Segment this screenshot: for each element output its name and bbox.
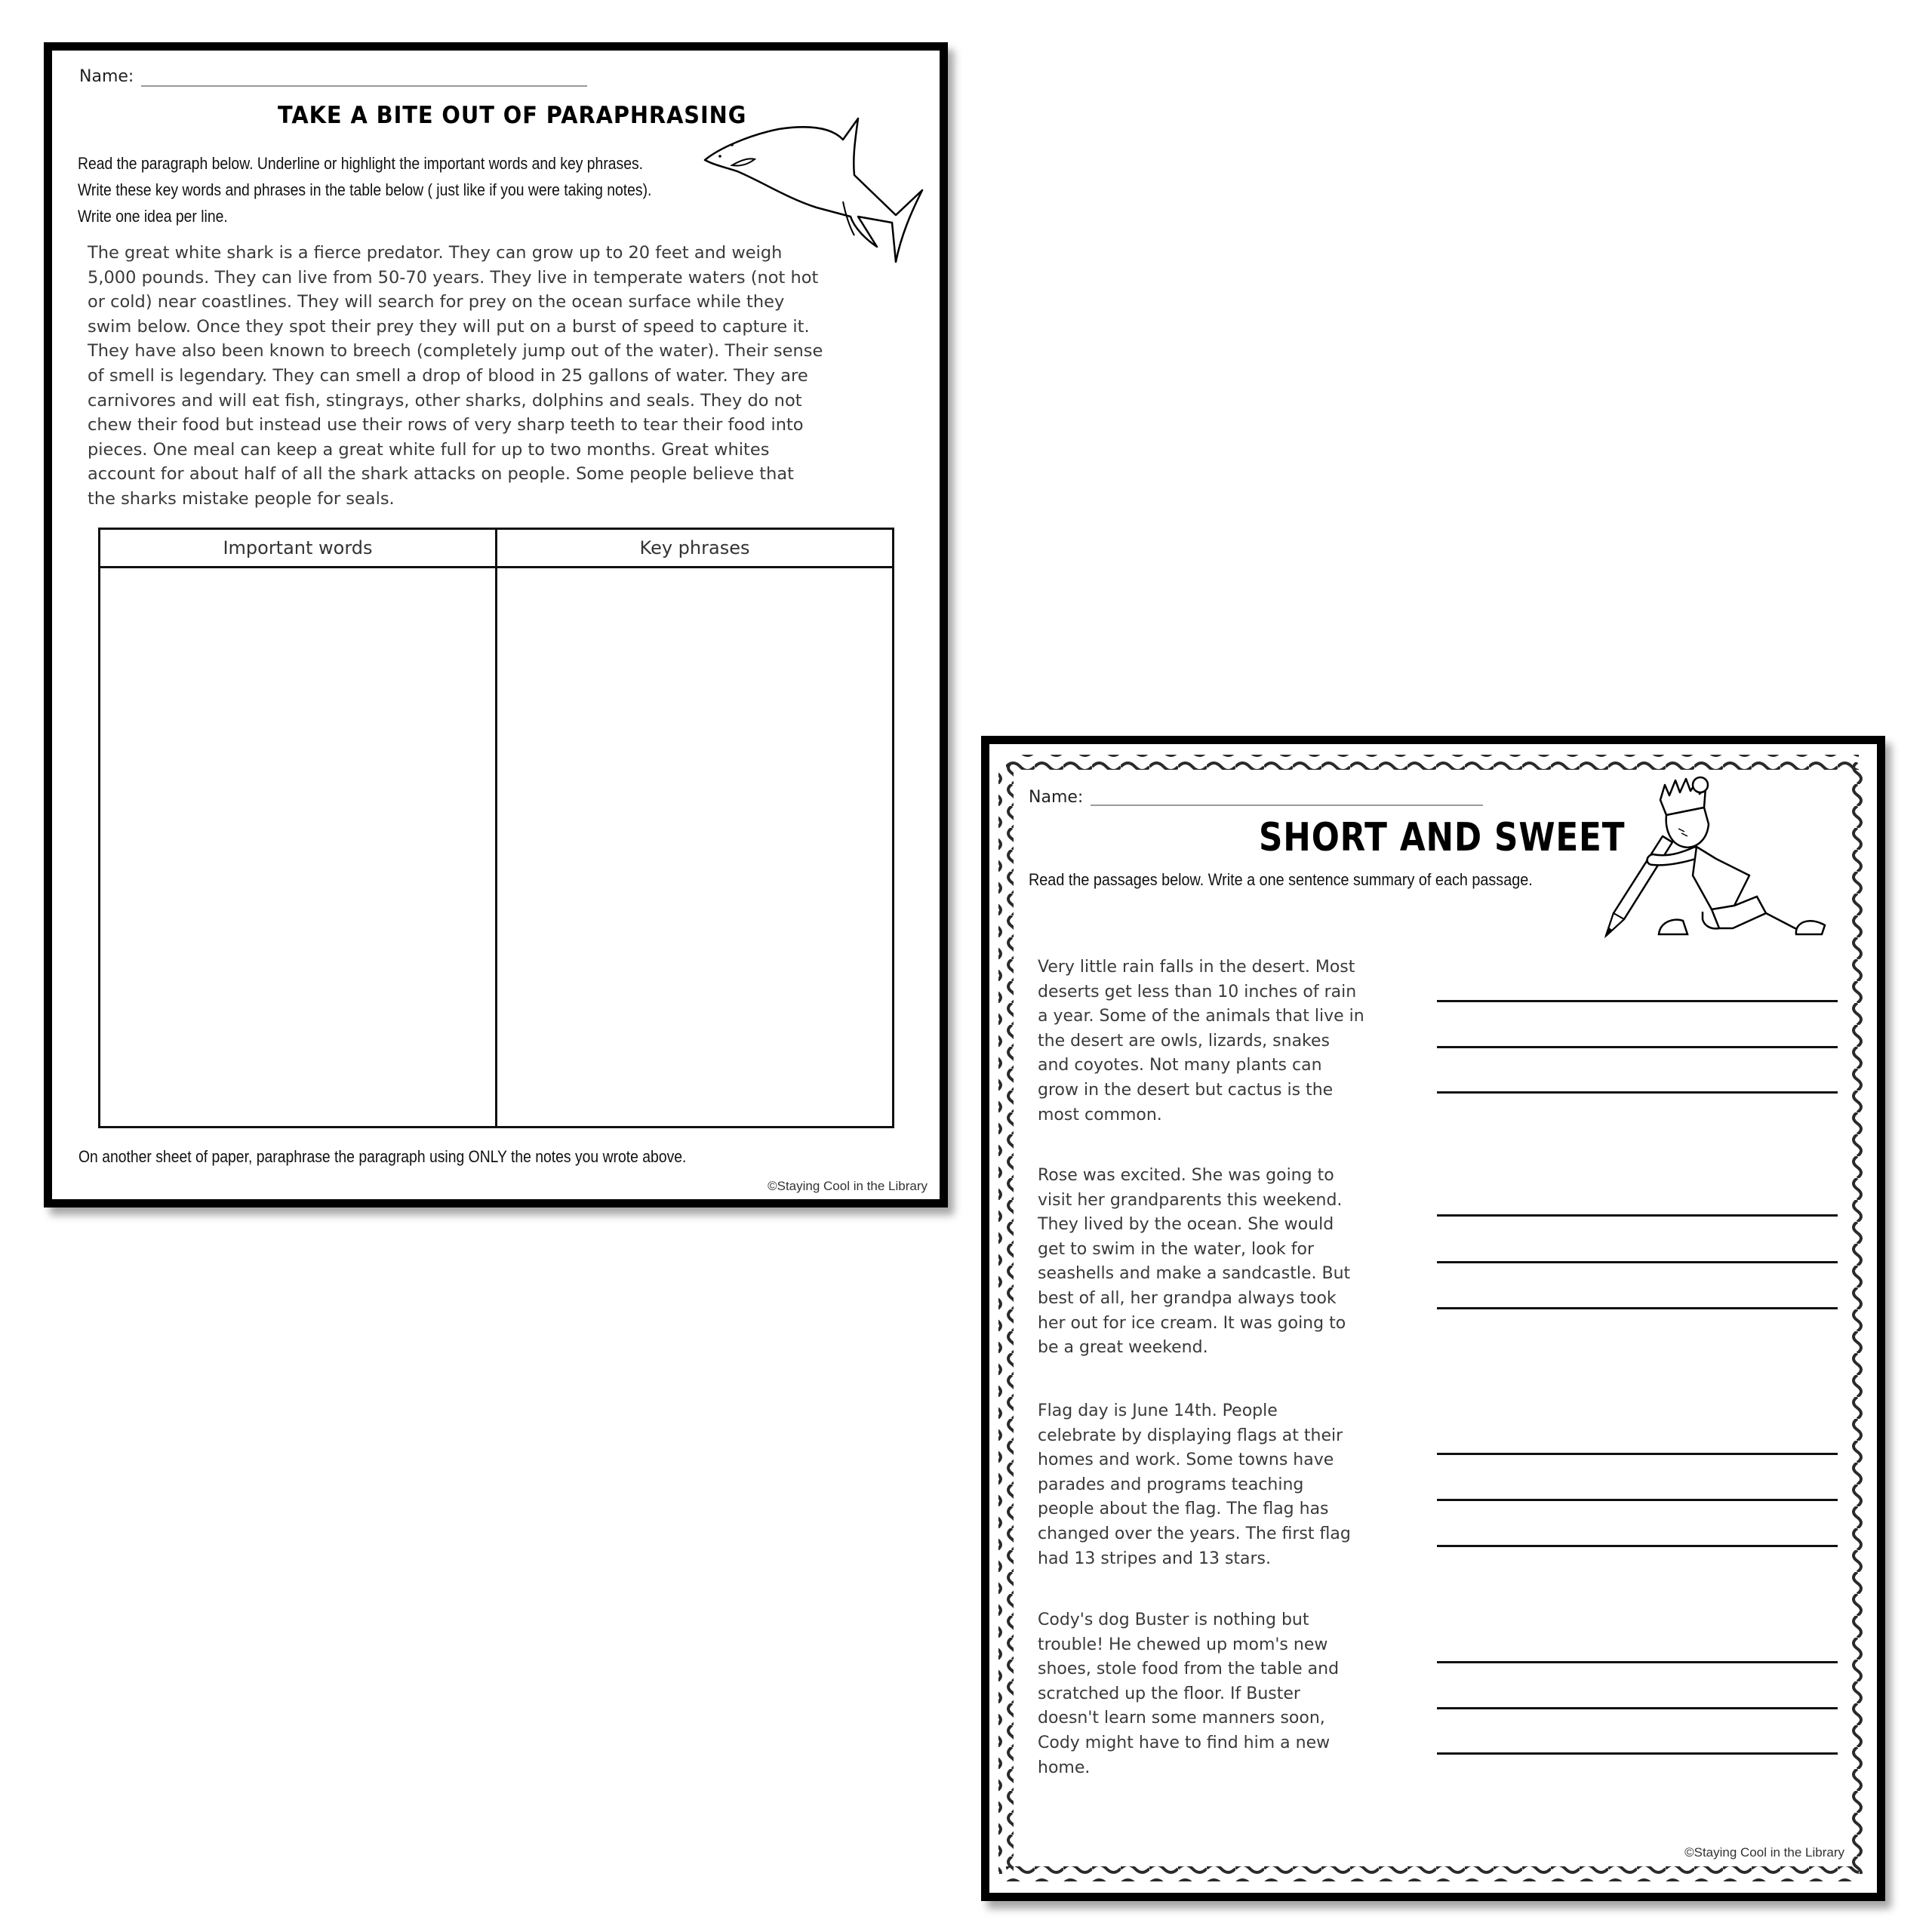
passage-line: people about the flag. The flag has bbox=[1038, 1500, 1329, 1519]
passage-line: deserts get less than 10 inches of rain bbox=[1038, 982, 1357, 1001]
paragraph-line: account for about half of all the shark attacks on people. Some people believe that bbox=[88, 464, 794, 485]
paragraph-line: swim below. Once they spot their prey they will put on a burst of speed to capture it. bbox=[88, 316, 810, 337]
paragraph-line: chew their food but instead use their rows of very sharp teeth to tear their food into bbox=[88, 415, 804, 435]
worksheet-paraphrasing bbox=[44, 42, 948, 1208]
column-header-key-phrases: Key phrases bbox=[497, 529, 894, 568]
paragraph-line: the sharks mistake people for seals. bbox=[88, 488, 395, 509]
passage-line: Rose was excited. She was going to bbox=[1038, 1166, 1334, 1185]
passage-line: changed over the years. The first flag bbox=[1038, 1524, 1351, 1543]
passage-line: seashells and make a sandcastle. But bbox=[1038, 1264, 1351, 1284]
name-label: Name: bbox=[1029, 788, 1084, 807]
worksheet-short-and-sweet bbox=[981, 736, 1885, 1901]
answer-line[interactable] bbox=[1437, 1091, 1838, 1094]
passage-desert bbox=[1038, 955, 1364, 1128]
answer-line[interactable] bbox=[1437, 1453, 1838, 1455]
key-phrases-cell[interactable] bbox=[497, 568, 894, 1128]
passage-line: get to swim in the water, look for bbox=[1038, 1239, 1315, 1259]
paragraph-line: or cold) near coastlines. They will search for prey on the ocean surface while they bbox=[88, 292, 785, 312]
paragraph-line: carnivores and will eat fish, stingrays, other sharks, dolphins and seals. They do not bbox=[88, 390, 802, 411]
important-words-cell[interactable] bbox=[100, 568, 497, 1128]
passage-line: celebrate by displaying flags at their bbox=[1038, 1426, 1343, 1445]
passage-line: Cody might have to find him a new bbox=[1038, 1733, 1331, 1752]
answer-line[interactable] bbox=[1437, 1307, 1838, 1309]
answer-line[interactable] bbox=[1437, 1000, 1838, 1002]
answer-line[interactable] bbox=[1437, 1661, 1838, 1663]
answer-line[interactable] bbox=[1437, 1499, 1838, 1501]
passage-line: Cody's dog Buster is nothing but bbox=[1038, 1611, 1309, 1629]
answer-line[interactable] bbox=[1437, 1261, 1838, 1263]
reading-paragraph bbox=[88, 241, 823, 512]
passage-flag-day bbox=[1038, 1399, 1351, 1571]
passage-line: be a great weekend. bbox=[1038, 1338, 1208, 1358]
paragraph-line: The great white shark is a fierce predator. They can grow up to 20 feet and weigh bbox=[88, 243, 783, 263]
answer-line[interactable] bbox=[1437, 1214, 1838, 1217]
passage-line: parades and programs teaching bbox=[1038, 1475, 1304, 1494]
answer-line[interactable] bbox=[1437, 1046, 1838, 1048]
passage-line: scratched up the floor. If Buster bbox=[1038, 1684, 1300, 1703]
name-label: Name: bbox=[79, 67, 134, 86]
name-line[interactable] bbox=[141, 85, 587, 87]
passage-line: and coyotes. Not many plants can bbox=[1038, 1056, 1322, 1075]
passage-line: home. bbox=[1038, 1758, 1091, 1777]
instruction-line: Read the paragraph below. Underline or highlight the important words and key phrases. bbox=[78, 154, 644, 173]
instruction-line: Write these key words and phrases in the table below ( just like if you were taking notes). bbox=[78, 180, 652, 199]
paragraph-line: pieces. One meal can keep a great white full for up to two months. Great whites bbox=[88, 439, 770, 460]
passage-line: doesn't learn some manners soon, bbox=[1038, 1709, 1325, 1728]
worksheet-title: TAKE A BITE OUT OF PARAPHRASING bbox=[278, 102, 747, 129]
instruction-line: Write one idea per line. bbox=[78, 207, 228, 226]
notes-table bbox=[98, 528, 894, 1128]
passage-line: Very little rain falls in the desert. Most bbox=[1038, 958, 1355, 977]
passage-line: a year. Some of the animals that live in bbox=[1038, 1007, 1364, 1026]
passage-line: trouble! He chewed up mom's new bbox=[1038, 1635, 1328, 1654]
passage-line: had 13 stripes and 13 stars. bbox=[1038, 1549, 1272, 1568]
passage-line: homes and work. Some towns have bbox=[1038, 1451, 1334, 1470]
paragraph-line: 5,000 pounds. They can live from 50-70 years. They live in temperate waters (not hot bbox=[88, 267, 819, 288]
passage-line: best of all, her grandpa always took bbox=[1038, 1288, 1337, 1308]
answer-line[interactable] bbox=[1437, 1752, 1838, 1755]
boy-with-pencil-icon bbox=[1606, 777, 1829, 940]
passage-rose bbox=[1038, 1164, 1350, 1361]
instruction: Read the passages below. Write a one sentence summary of each passage. bbox=[1029, 870, 1533, 889]
copyright: ©Staying Cool in the Library bbox=[1684, 1845, 1844, 1860]
passage-line: grow in the desert but cactus is the bbox=[1038, 1080, 1334, 1100]
answer-line[interactable] bbox=[1437, 1707, 1838, 1709]
passage-buster bbox=[1038, 1608, 1339, 1780]
passage-line: the desert are owls, lizards, snakes bbox=[1038, 1031, 1331, 1051]
paragraph-line: They have also been known to breech (completely jump out of the water). Their sense bbox=[88, 341, 823, 361]
passage-line: visit her grandparents this weekend. bbox=[1038, 1190, 1343, 1210]
footer-instruction: On another sheet of paper, paraphrase the paragraph using ONLY the notes you wrote above. bbox=[78, 1147, 687, 1166]
answer-line[interactable] bbox=[1437, 1545, 1838, 1547]
copyright: ©Staying Cool in the Library bbox=[768, 1179, 928, 1193]
passage-line: They lived by the ocean. She would bbox=[1038, 1215, 1334, 1235]
passage-line: her out for ice cream. It was going to bbox=[1038, 1313, 1346, 1333]
name-line[interactable] bbox=[1091, 804, 1483, 806]
passage-line: shoes, stole food from the table and bbox=[1038, 1660, 1340, 1679]
column-header-important-words: Important words bbox=[100, 529, 497, 568]
passage-line: most common. bbox=[1038, 1105, 1162, 1124]
worksheet-title: SHORT AND SWEET bbox=[1259, 815, 1626, 860]
passage-line: Flag day is June 14th. People bbox=[1038, 1401, 1278, 1420]
paragraph-line: of smell is legendary. They can smell a drop of blood in 25 gallons of water. They are bbox=[88, 365, 808, 386]
